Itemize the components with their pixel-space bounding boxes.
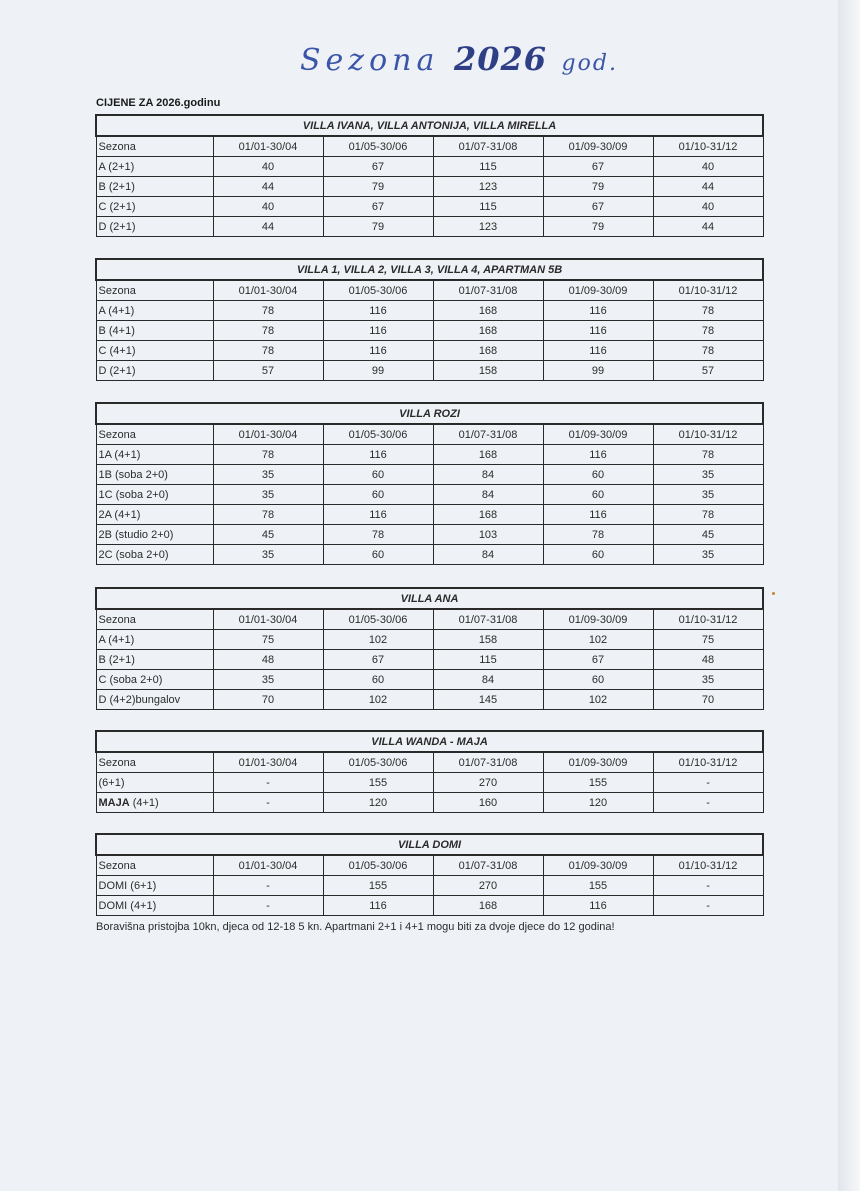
price-cell: 78 <box>213 505 323 525</box>
price-cell: 79 <box>543 177 653 197</box>
table-row <box>96 157 763 177</box>
header-period: 01/07-31/08 <box>433 280 543 301</box>
price-cell: - <box>213 896 323 916</box>
price-cell: 116 <box>323 321 433 341</box>
price-cell: 160 <box>433 793 543 813</box>
table-row <box>96 793 763 813</box>
price-cell: 78 <box>543 525 653 545</box>
price-cell: 84 <box>433 465 543 485</box>
header-period: 01/10-31/12 <box>653 136 763 157</box>
price-cell: 168 <box>433 301 543 321</box>
header-period: 01/09-30/09 <box>543 280 653 301</box>
handwritten-season-note <box>300 40 618 78</box>
row-label: C (4+1) <box>96 341 213 361</box>
price-cell: 40 <box>653 157 763 177</box>
price-cell: 102 <box>323 630 433 650</box>
price-cell: 123 <box>433 177 543 197</box>
row-label <box>96 793 213 813</box>
table-row <box>96 341 763 361</box>
price-table-ivana-antonija-mirella <box>95 114 764 237</box>
price-cell: 102 <box>323 690 433 710</box>
price-cell: 78 <box>323 525 433 545</box>
header-period: 01/09-30/09 <box>543 855 653 876</box>
header-season: Sezona <box>96 609 213 630</box>
price-cell: 60 <box>323 465 433 485</box>
table-title: VILLA WANDA - MAJA <box>96 731 763 752</box>
row-label: 2A (4+1) <box>96 505 213 525</box>
price-cell: 75 <box>213 630 323 650</box>
price-cell: 79 <box>543 217 653 237</box>
price-cell: 67 <box>543 650 653 670</box>
price-cell: 168 <box>433 445 543 465</box>
price-cell: 35 <box>213 465 323 485</box>
table-row <box>96 896 763 916</box>
price-cell: - <box>213 773 323 793</box>
price-cell: 145 <box>433 690 543 710</box>
price-cell: 168 <box>433 505 543 525</box>
price-cell: 115 <box>433 197 543 217</box>
price-cell: 67 <box>543 157 653 177</box>
header-period: 01/05-30/06 <box>323 280 433 301</box>
row-label: B (2+1) <box>96 177 213 197</box>
row-label: D (4+2)bungalov <box>96 690 213 710</box>
price-table-villa-1-4-apartman-5b <box>95 258 764 381</box>
row-label-bold: MAJA <box>98 796 130 809</box>
header-period: 01/07-31/08 <box>433 855 543 876</box>
price-cell: - <box>653 773 763 793</box>
header-period: 01/01-30/04 <box>213 280 323 301</box>
header-period: 01/01-30/04 <box>213 609 323 630</box>
price-cell: 102 <box>543 690 653 710</box>
price-cell: 78 <box>213 341 323 361</box>
price-cell: 120 <box>323 793 433 813</box>
table-row <box>96 690 763 710</box>
row-label-rest: (4+1) <box>129 796 159 809</box>
price-cell: 270 <box>433 876 543 896</box>
price-table-villa-domi <box>95 833 764 916</box>
price-cell: 116 <box>543 301 653 321</box>
price-cell: 35 <box>653 545 763 565</box>
price-cell: 35 <box>653 485 763 505</box>
row-label: 1A (4+1) <box>96 445 213 465</box>
price-cell: - <box>213 876 323 896</box>
price-cell: 116 <box>543 445 653 465</box>
price-cell: 60 <box>323 670 433 690</box>
header-period: 01/05-30/06 <box>323 136 433 157</box>
price-cell: 44 <box>213 217 323 237</box>
header-period: 01/07-31/08 <box>433 752 543 773</box>
row-label: D (2+1) <box>96 361 213 381</box>
price-cell: 40 <box>653 197 763 217</box>
price-cell: 116 <box>323 301 433 321</box>
price-cell: 84 <box>433 670 543 690</box>
price-cell: 67 <box>323 650 433 670</box>
table-row <box>96 485 763 505</box>
price-cell: 35 <box>213 485 323 505</box>
price-cell: 78 <box>653 505 763 525</box>
scan-speck <box>772 592 775 595</box>
price-cell: 35 <box>653 465 763 485</box>
price-cell: 78 <box>653 301 763 321</box>
header-season: Sezona <box>96 752 213 773</box>
price-cell: 60 <box>543 465 653 485</box>
price-cell: 84 <box>433 485 543 505</box>
header-period: 01/07-31/08 <box>433 609 543 630</box>
row-label: C (soba 2+0) <box>96 670 213 690</box>
price-cell: 116 <box>323 505 433 525</box>
price-cell: 60 <box>543 670 653 690</box>
row-label: A (2+1) <box>96 157 213 177</box>
table-title: VILLA 1, VILLA 2, VILLA 3, VILLA 4, APARTMAN 5B <box>96 259 763 280</box>
header-period: 01/05-30/06 <box>323 609 433 630</box>
row-label: C (2+1) <box>96 197 213 217</box>
row-label: D (2+1) <box>96 217 213 237</box>
header-period: 01/09-30/09 <box>543 136 653 157</box>
price-cell: 35 <box>653 670 763 690</box>
price-cell: 40 <box>213 157 323 177</box>
price-cell: 158 <box>433 361 543 381</box>
table-title: VILLA ANA <box>96 588 763 609</box>
price-cell: 40 <box>213 197 323 217</box>
header-period: 01/01-30/04 <box>213 855 323 876</box>
table-row <box>96 361 763 381</box>
price-cell: 79 <box>323 177 433 197</box>
header-season: Sezona <box>96 136 213 157</box>
price-cell: 44 <box>213 177 323 197</box>
price-cell: 116 <box>323 896 433 916</box>
price-cell: 158 <box>433 630 543 650</box>
price-cell: 44 <box>653 217 763 237</box>
header-period: 01/01-30/04 <box>213 424 323 445</box>
table-row <box>96 630 763 650</box>
price-cell: 115 <box>433 157 543 177</box>
row-label: A (4+1) <box>96 301 213 321</box>
price-cell: 60 <box>323 485 433 505</box>
header-period: 01/05-30/06 <box>323 752 433 773</box>
price-cell: - <box>653 876 763 896</box>
price-cell: 99 <box>323 361 433 381</box>
price-cell: 116 <box>543 341 653 361</box>
row-label: 2C (soba 2+0) <box>96 545 213 565</box>
price-cell: 116 <box>543 896 653 916</box>
row-label: 1C (soba 2+0) <box>96 485 213 505</box>
price-table-villa-ana <box>95 587 764 710</box>
header-period: 01/01-30/04 <box>213 136 323 157</box>
price-cell: 168 <box>433 321 543 341</box>
table-row <box>96 876 763 896</box>
price-cell: 75 <box>653 630 763 650</box>
table-row <box>96 321 763 341</box>
table-row <box>96 505 763 525</box>
price-cell: 48 <box>653 650 763 670</box>
header-period: 01/01-30/04 <box>213 752 323 773</box>
header-period: 01/07-31/08 <box>433 136 543 157</box>
price-cell: 155 <box>323 773 433 793</box>
price-cell: 155 <box>543 773 653 793</box>
table-row <box>96 670 763 690</box>
price-cell: - <box>213 793 323 813</box>
table-row <box>96 217 763 237</box>
price-table-villa-wanda-maja <box>95 730 764 813</box>
price-cell: - <box>653 793 763 813</box>
header-period: 01/10-31/12 <box>653 752 763 773</box>
price-cell: 67 <box>323 157 433 177</box>
price-cell: 78 <box>653 445 763 465</box>
price-cell: 103 <box>433 525 543 545</box>
price-cell: 168 <box>433 896 543 916</box>
row-label: 1B (soba 2+0) <box>96 465 213 485</box>
handwritten-year: 2026 <box>453 40 547 78</box>
table-title: VILLA ROZI <box>96 403 763 424</box>
header-season: Sezona <box>96 280 213 301</box>
header-period: 01/10-31/12 <box>653 424 763 445</box>
row-label: B (2+1) <box>96 650 213 670</box>
price-cell: 116 <box>323 445 433 465</box>
price-cell: 48 <box>213 650 323 670</box>
header-period: 01/05-30/06 <box>323 424 433 445</box>
header-period: 01/05-30/06 <box>323 855 433 876</box>
table-row <box>96 301 763 321</box>
price-cell: 123 <box>433 217 543 237</box>
price-cell: 99 <box>543 361 653 381</box>
table-row <box>96 650 763 670</box>
table-title: VILLA DOMI <box>96 834 763 855</box>
scan-edge <box>838 0 860 1191</box>
price-cell: 116 <box>543 321 653 341</box>
price-cell: 116 <box>323 341 433 361</box>
price-cell: 78 <box>213 445 323 465</box>
row-label: DOMI (6+1) <box>96 876 213 896</box>
price-cell: 67 <box>543 197 653 217</box>
table-row <box>96 197 763 217</box>
row-label: 2B (studio 2+0) <box>96 525 213 545</box>
price-cell: 70 <box>213 690 323 710</box>
document-title: CIJENE ZA 2026.godinu <box>96 97 221 109</box>
price-cell: 78 <box>213 321 323 341</box>
header-period: 01/10-31/12 <box>653 280 763 301</box>
price-cell: 45 <box>213 525 323 545</box>
price-cell: 78 <box>653 321 763 341</box>
table-row <box>96 773 763 793</box>
price-cell: 60 <box>543 545 653 565</box>
header-period: 01/10-31/12 <box>653 855 763 876</box>
handwritten-suffix: god. <box>561 51 618 76</box>
table-row <box>96 545 763 565</box>
price-cell: 115 <box>433 650 543 670</box>
price-cell: 78 <box>213 301 323 321</box>
price-cell: 102 <box>543 630 653 650</box>
row-label: A (4+1) <box>96 630 213 650</box>
price-cell: 67 <box>323 197 433 217</box>
price-cell: 270 <box>433 773 543 793</box>
handwritten-word: Sezona <box>300 43 440 78</box>
price-cell: 44 <box>653 177 763 197</box>
price-cell: - <box>653 896 763 916</box>
table-row <box>96 177 763 197</box>
tourist-tax-footnote: Boravišna pristojba 10kn, djeca od 12-18 5 kn. Apartmani 2+1 i 4+1 mogu biti za dvoje djece do 12 godina! <box>96 921 615 933</box>
price-cell: 45 <box>653 525 763 545</box>
header-period: 01/09-30/09 <box>543 424 653 445</box>
price-cell: 60 <box>323 545 433 565</box>
header-season: Sezona <box>96 855 213 876</box>
price-cell: 79 <box>323 217 433 237</box>
price-cell: 35 <box>213 545 323 565</box>
table-row <box>96 525 763 545</box>
header-season: Sezona <box>96 424 213 445</box>
header-period: 01/09-30/09 <box>543 752 653 773</box>
price-cell: 70 <box>653 690 763 710</box>
header-period: 01/10-31/12 <box>653 609 763 630</box>
header-period: 01/07-31/08 <box>433 424 543 445</box>
price-cell: 84 <box>433 545 543 565</box>
price-cell: 155 <box>323 876 433 896</box>
price-cell: 35 <box>213 670 323 690</box>
price-cell: 120 <box>543 793 653 813</box>
price-cell: 60 <box>543 485 653 505</box>
table-row <box>96 445 763 465</box>
price-cell: 57 <box>213 361 323 381</box>
price-cell: 168 <box>433 341 543 361</box>
price-cell: 78 <box>653 341 763 361</box>
header-period: 01/09-30/09 <box>543 609 653 630</box>
row-label: DOMI (4+1) <box>96 896 213 916</box>
row-label: B (4+1) <box>96 321 213 341</box>
row-label: (6+1) <box>96 773 213 793</box>
price-cell: 116 <box>543 505 653 525</box>
price-table-villa-rozi <box>95 402 764 565</box>
table-row <box>96 465 763 485</box>
price-cell: 155 <box>543 876 653 896</box>
table-title: VILLA IVANA, VILLA ANTONIJA, VILLA MIRELLA <box>96 115 763 136</box>
price-cell: 57 <box>653 361 763 381</box>
